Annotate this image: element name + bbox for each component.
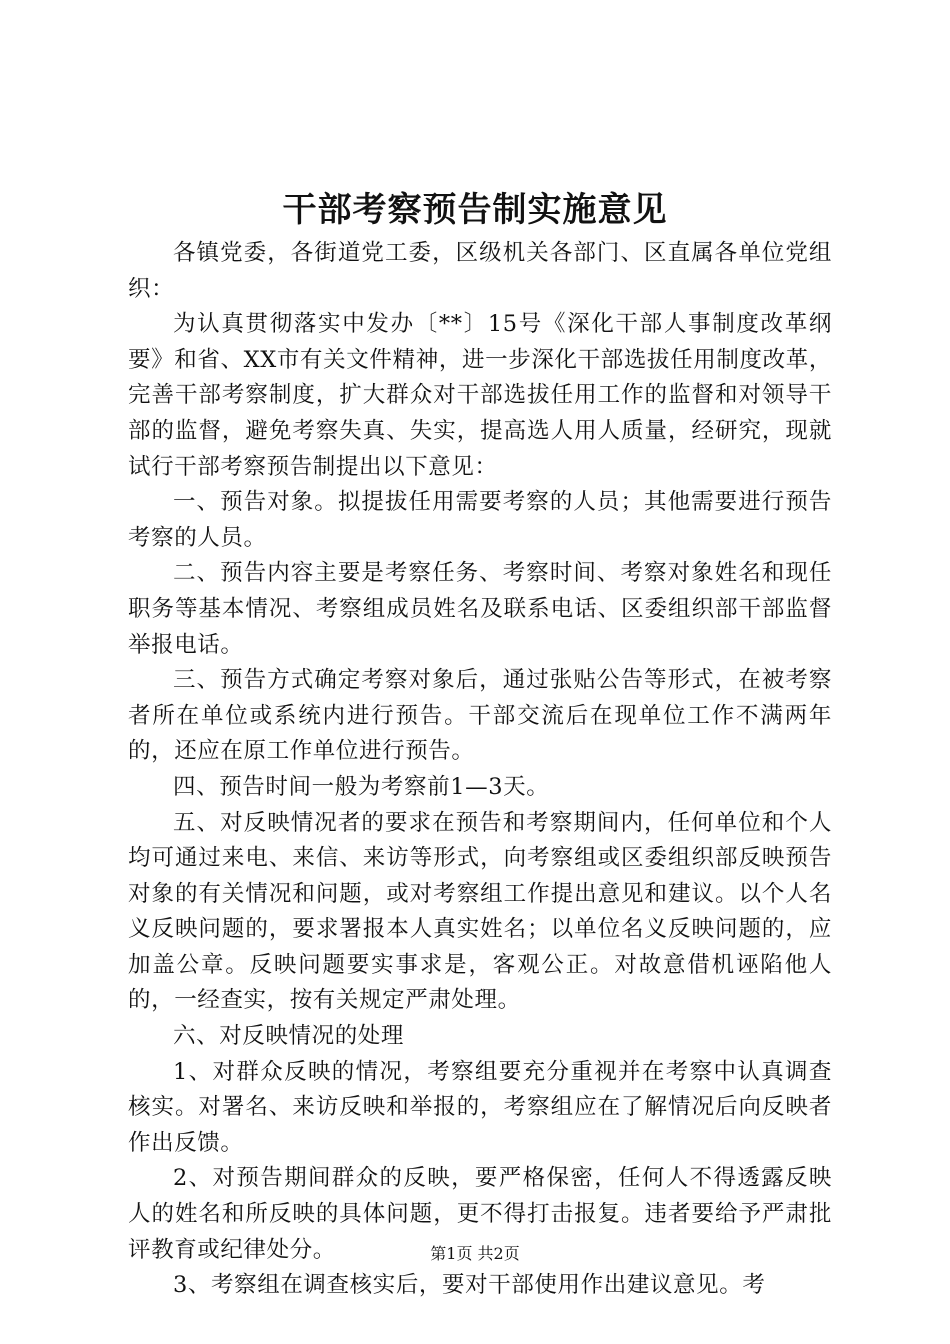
section-2-paragraph: 二、预告内容主要是考察任务、考察时间、考察对象姓名和现任职务等基本情况、考察组成员姓名及联系电话、区委组织部干部监督举报电话。 bbox=[128, 560, 832, 658]
document-body bbox=[128, 236, 832, 1304]
section-4-paragraph: 四、预告时间一般为考察前1—3天。 bbox=[173, 773, 550, 800]
section-5-paragraph: 五、对反映情况者的要求在预告和考察期间内，任何单位和个人均可通过来电、来信、来访等形式，向考察组或区委组织部反映预告对象的有关情况和问题，或对考察组工作提出意见和建议。以个人名义反映问题的，要求署报本人真实姓名；以单位名义反映问题的，应加盖公章。反映问题要实事求是，客观公正。对故意借机诬陷他人的，一经查实，按有关规定严肃处理。 bbox=[128, 809, 832, 1014]
section-1-paragraph: 一、预告对象。拟提拔任用需要考察的人员；其他需要进行预告考察的人员。 bbox=[128, 489, 832, 551]
intro-paragraph: 为认真贯彻落实中发办〔**〕15号《深化干部人事制度改革纲要》和省、XX市有关文件精神，进一步深化干部选拔任用制度改革，完善干部考察制度，扩大群众对干部选拔任用工作的监督和对领导干部的监督，避免考察失真、失实，提高选人用人质量，经研究，现就试行干部考察预告制提出以下意见： bbox=[128, 311, 832, 480]
document-title: 干部考察预告制实施意见 bbox=[282, 190, 668, 230]
salutation-paragraph: 各镇党委，各街道党工委，区级机关各部门、区直属各单位党组织： bbox=[128, 240, 832, 302]
section-3-paragraph: 三、预告方式确定考察对象后，通过张贴公告等形式，在被考察者所在单位或系统内进行预告。干部交流后在现单位工作不满两年的，还应在原工作单位进行预告。 bbox=[128, 667, 832, 765]
section-6-heading: 六、对反映情况的处理 bbox=[173, 1023, 405, 1050]
section-6-item-3: 3、考察组在调查核实后，要对干部使用作出建议意见。考 bbox=[173, 1272, 766, 1299]
section-6-item-2: 2、对预告期间群众的反映，要严格保密，任何人不得透露反映人的姓名和所反映的具体问题，更不得打击报复。违者要给予严肃批评教育或纪律处分。 bbox=[128, 1165, 832, 1263]
section-6-item-1: 1、对群众反映的情况，考察组要充分重视并在考察中认真调查核实。对署名、来访反映和举报的，考察组应在了解情况后向反映者作出反馈。 bbox=[128, 1058, 832, 1156]
page-number-footer: 第1页 共2页 bbox=[430, 1244, 520, 1263]
